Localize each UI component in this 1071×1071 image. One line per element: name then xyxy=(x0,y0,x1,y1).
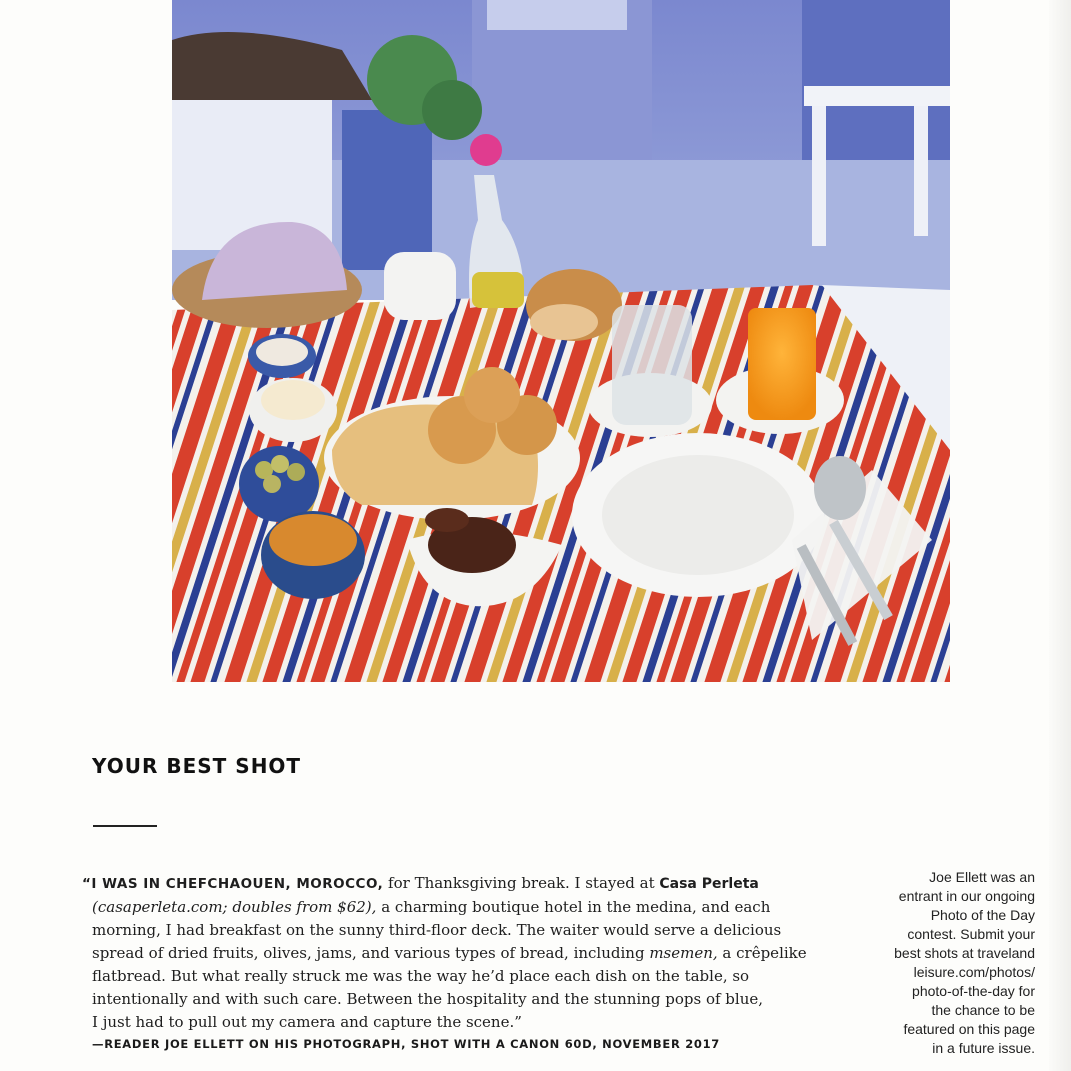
page-edge xyxy=(1049,0,1071,1071)
quote-text: spread of dried fruits, olives, jams, and various types of bread, including xyxy=(92,944,650,962)
photo-credit: —READER JOE ELLETT ON HIS PHOTOGRAPH, SHOT WITH A CANON 60D, NOVEMBER 2017 xyxy=(92,1037,721,1051)
section-title: YOUR BEST SHOT xyxy=(92,754,302,778)
breakfast-photo xyxy=(172,0,950,682)
note-line: leisure.com/photos/ xyxy=(913,964,1035,980)
quote-lead: “I WAS IN CHEFCHAOUEN, MOROCCO, xyxy=(82,876,384,892)
quote-line: flatbread. But what really struck me was the way he’d place each dish on the table, so xyxy=(92,967,750,985)
reader-quote xyxy=(82,872,807,1034)
note-line: featured on this page xyxy=(903,1021,1035,1037)
note-line: contest. Submit your xyxy=(907,926,1035,942)
note-line: Photo of the Day xyxy=(930,907,1035,923)
note-line: Joe Ellett was an xyxy=(929,869,1035,885)
quote-text: a crêpelike xyxy=(717,944,807,962)
hotel-detail: (casaperleta.com; doubles from $62), xyxy=(92,898,377,916)
note-line: in a future issue. xyxy=(932,1040,1035,1056)
note-line: the chance to be xyxy=(931,1002,1035,1018)
quote-line: I just had to pull out my camera and capture the scene.” xyxy=(92,1013,522,1031)
note-line: entrant in our ongoing xyxy=(898,888,1035,904)
contest-note xyxy=(862,868,1035,1058)
hotel-name: Casa Perleta xyxy=(659,876,759,892)
quote-line: intentionally and with such care. Between the hospitality and the stunning pops of blue, xyxy=(92,990,764,1008)
title-divider xyxy=(93,825,157,827)
msemen-term: msemen, xyxy=(649,944,718,962)
quote-text: a charming boutique hotel in the medina, and each xyxy=(376,898,771,916)
quote-text: for Thanksgiving break. I stayed at xyxy=(383,874,660,892)
note-line: best shots at traveland xyxy=(894,945,1035,961)
quote-line: morning, I had breakfast on the sunny third-floor deck. The waiter would serve a delicious xyxy=(92,921,782,939)
note-line: photo-of-the-day for xyxy=(912,983,1035,999)
